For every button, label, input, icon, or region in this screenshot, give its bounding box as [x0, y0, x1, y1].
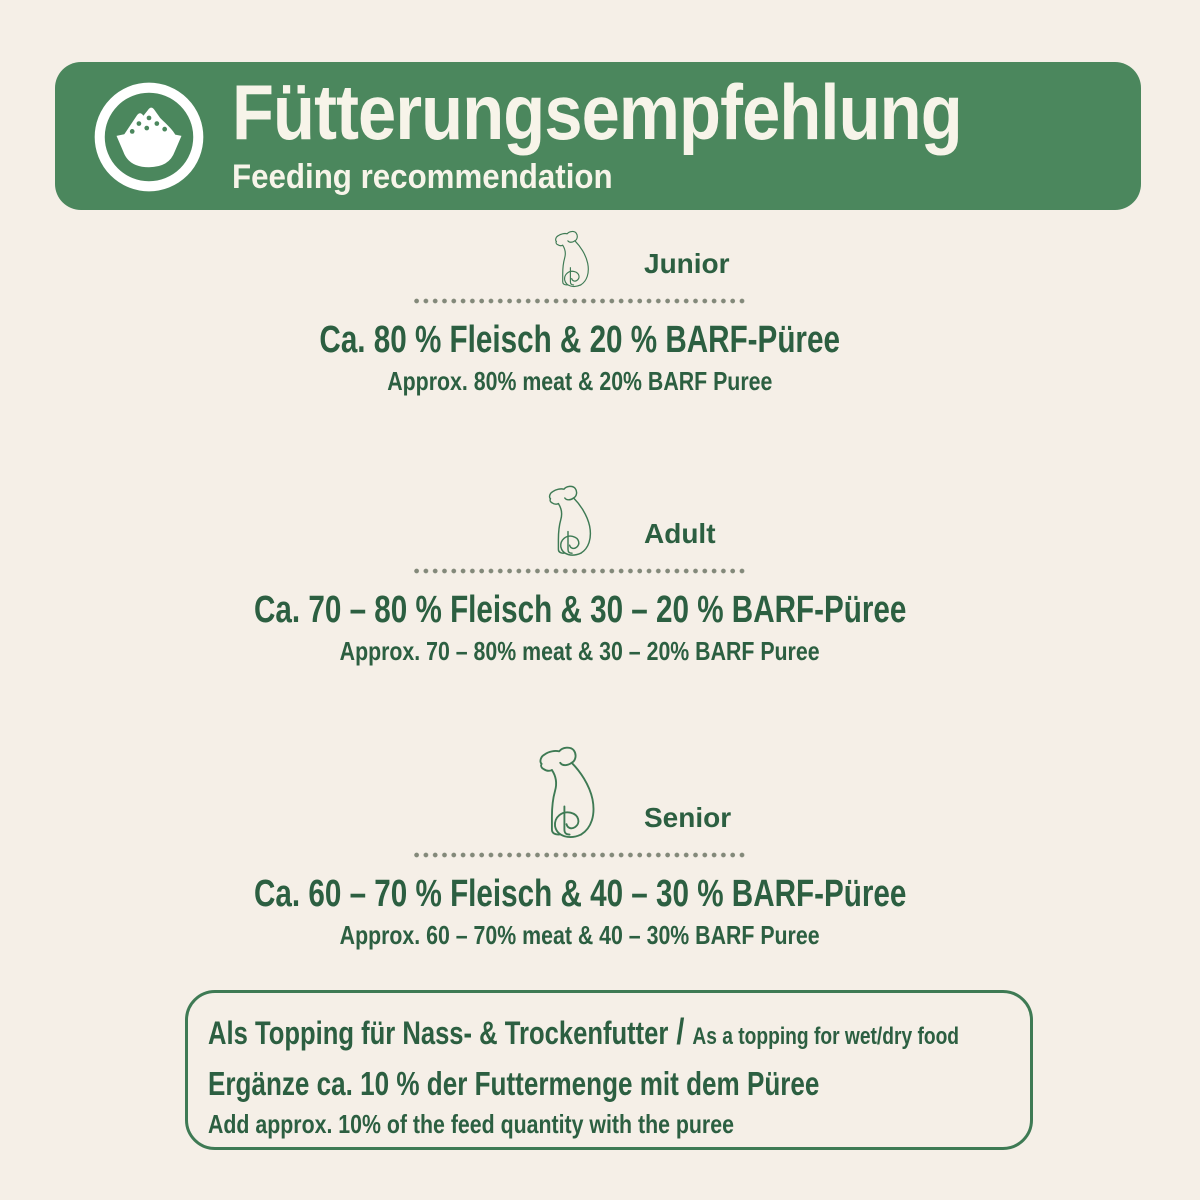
senior-headline-en: Approx. 60 – 70% meat & 40 – 30% BARF Puree: [340, 919, 820, 950]
senior-headline-de: Ca. 60 – 70 % Fleisch & 40 – 30 % BARF-Püree: [253, 873, 907, 915]
topping-title-en: As a topping for wet/dry food: [692, 1023, 960, 1050]
dotted-separator: [414, 568, 747, 574]
slash-separator: /: [676, 1011, 685, 1052]
topping-info-box: [185, 990, 1033, 1150]
junior-dog-row: [0, 228, 1160, 292]
junior-headline-de: Ca. 80 % Fleisch & 20 % BARF-Püree: [319, 319, 841, 361]
page-title: Fütterungsempfehlung: [232, 68, 962, 156]
dog-icon: [548, 228, 612, 292]
adult-headline-de: Ca. 70 – 80 % Fleisch & 30 – 20 % BARF-Püree: [253, 589, 907, 631]
senior-dog-row: [0, 742, 1160, 846]
section-senior: [0, 742, 1160, 949]
topping-title-row: [208, 1011, 960, 1053]
age-label-adult: Adult: [644, 518, 716, 549]
age-label-senior: Senior: [644, 802, 732, 833]
dog-icon: [540, 482, 620, 562]
adult-dog-row: [0, 482, 1160, 562]
page-subtitle: Feeding recommendation: [232, 158, 613, 196]
age-label-junior: Junior: [644, 248, 730, 279]
section-adult: [0, 482, 1160, 665]
topping-title-de: Als Topping für Nass- & Trockenfutter: [208, 1015, 669, 1051]
adult-headline-en: Approx. 70 – 80% meat & 30 – 20% BARF Puree: [340, 635, 820, 666]
dog-icon: [528, 742, 632, 846]
section-junior: [0, 228, 1160, 395]
topping-line-en: Add approx. 10% of the feed quantity with the puree: [208, 1109, 734, 1139]
topping-line-de: Ergänze ca. 10 % der Futtermenge mit dem Püree: [208, 1065, 820, 1102]
dotted-separator: [414, 298, 747, 304]
dotted-separator: [414, 852, 747, 858]
junior-headline-en: Approx. 80% meat & 20% BARF Puree: [387, 365, 773, 396]
